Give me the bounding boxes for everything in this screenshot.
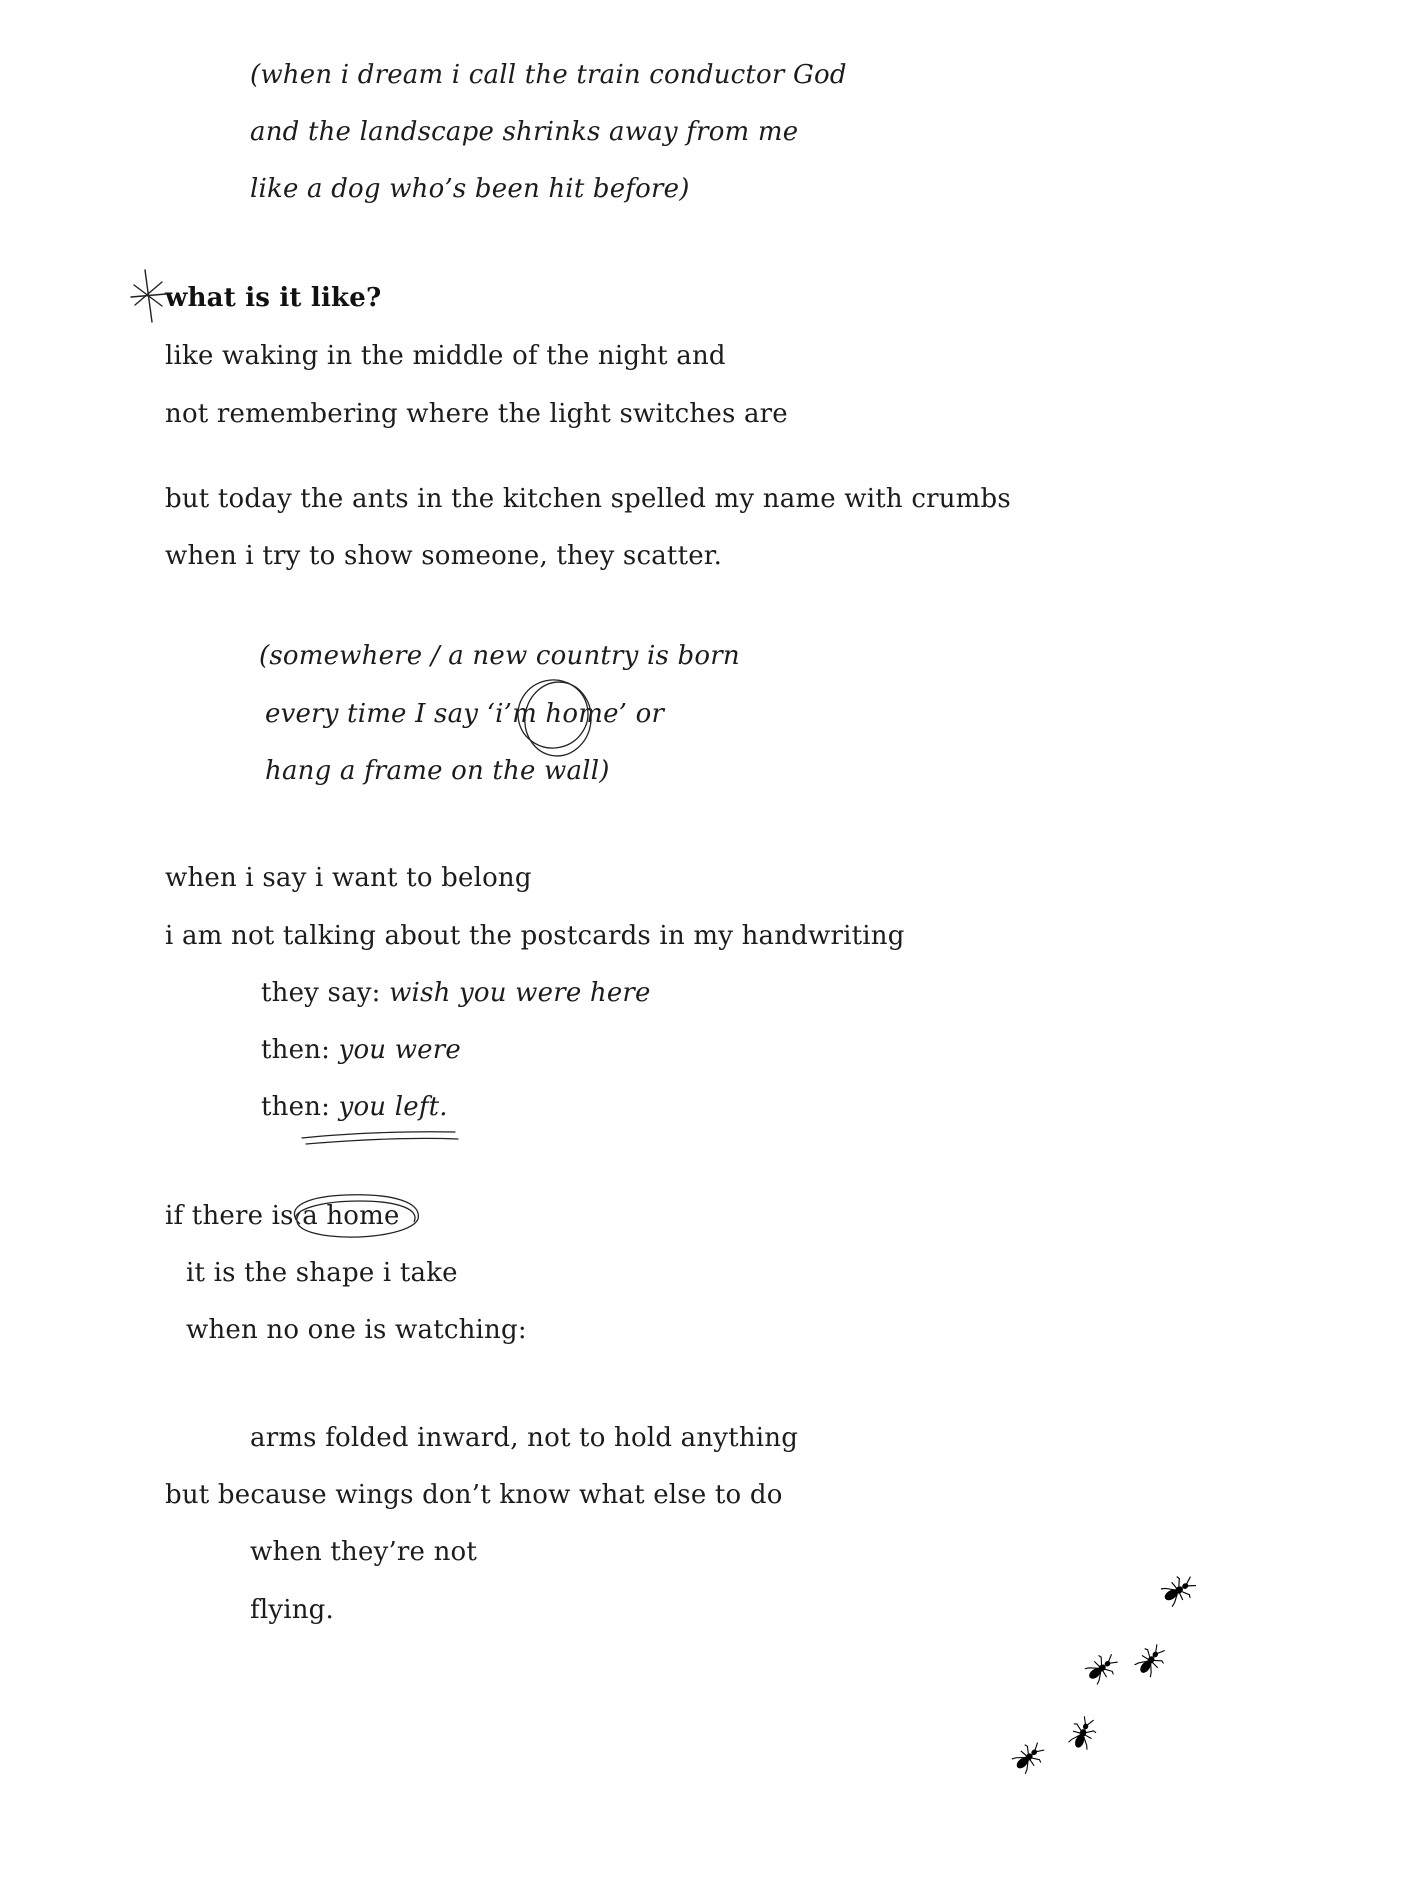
stanza-1-line-2: and the landscape shrinks away from me (250, 117, 799, 147)
ant-icon (1082, 1649, 1122, 1687)
ant-icon (1009, 1737, 1048, 1776)
they-say-label: they say: (261, 978, 390, 1008)
stanza-6-line-2: it is the shape i take (186, 1258, 458, 1288)
ant-icon (1132, 1640, 1170, 1680)
stanza-4-line-2-post: ’ or (618, 699, 665, 729)
question-heading: what is it like? (165, 283, 382, 313)
stanza-3-line-2: when i try to show someone, they scatter. (165, 541, 723, 571)
stanza-4-line-2 (265, 697, 664, 731)
stanza-6-line-1 (165, 1199, 400, 1233)
then-line-2 (261, 1090, 448, 1124)
stanza-6-line-1-pre: if there is (165, 1201, 303, 1231)
stanza-3-line-1: but today the ants in the kitchen spelled my name with crumbs (165, 484, 1011, 514)
circled-phrase-a-home: a home (302, 1201, 400, 1231)
they-say-line (261, 976, 651, 1010)
stanza-4-line-1: (somewhere / a new country is born (259, 641, 740, 671)
stanza-7-line-2: but because wings don’t know what else to do (165, 1480, 783, 1510)
stanza-2-line-1: like waking in the middle of the night and (165, 341, 726, 371)
ant-icon (1159, 1570, 1200, 1609)
underline-you-left-icon (302, 1132, 458, 1144)
stanza-7-line-4: flying. (250, 1595, 334, 1625)
stanza-4-line-3: hang a frame on the wall) (265, 756, 610, 786)
stanza-6-line-3: when no one is watching: (186, 1315, 527, 1345)
then-text-2: you left. (338, 1092, 448, 1122)
circled-word-home: home (545, 699, 619, 729)
stanza-5-line-2: i am not talking about the postcards in my handwriting (165, 921, 905, 951)
stanza-2-line-2: not remembering where the light switches are (165, 399, 788, 429)
stanza-7-line-1: arms folded inward, not to hold anything (250, 1423, 799, 1453)
asterisk-doodle-icon (131, 270, 166, 322)
stanza-4-line-2-pre: every time I say ‘i’m (265, 699, 546, 729)
stanza-7-line-3: when they’re not (250, 1537, 478, 1567)
stanza-1-line-3: like a dog who’s been hit before) (250, 174, 690, 204)
they-say-text: wish you were here (389, 978, 651, 1008)
then-label-2: then: (261, 1092, 339, 1122)
stanza-5-line-1: when i say i want to belong (165, 863, 532, 893)
then-text-1: you were (338, 1035, 461, 1065)
ant-icon (1066, 1714, 1100, 1752)
then-line-1 (261, 1033, 461, 1067)
stanza-1-line-1: (when i dream i call the train conductor God (250, 60, 847, 90)
then-label-1: then: (261, 1035, 339, 1065)
